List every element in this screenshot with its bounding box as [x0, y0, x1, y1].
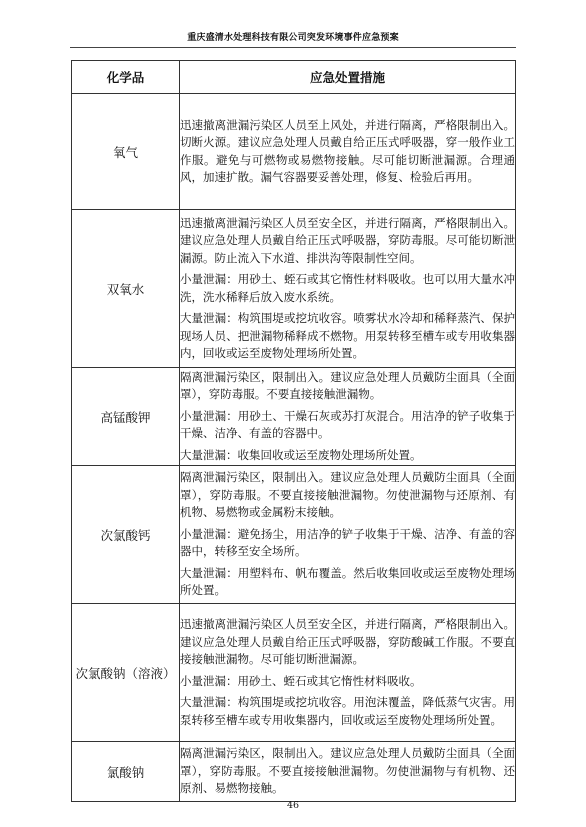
measures-cell — [180, 742, 516, 802]
measures-cell — [180, 368, 516, 466]
page-header: 重庆盛清水处理科技有限公司突发环境事件应急预案 — [187, 33, 399, 43]
measure-paragraph: 隔离泄漏污染区，限制出入。建议应急处理人员戴防尘面具（全面罩），穿防毒服。不要直接接触泄漏物。勿使泄漏物与有机物、还原剂、易燃物接触。 — [180, 746, 515, 796]
measure-paragraph: 隔离泄漏污染区，限制出入。建议应急处理人员戴防尘面具（全面罩），穿防毒服。不要直接接触泄漏物。 — [180, 369, 515, 402]
measures-cell — [180, 210, 516, 368]
measures-cell — [180, 94, 516, 210]
measure-paragraph: 小量泄漏：用砂土、干燥石灰或苏打灰混合。用洁净的铲子收集于干燥、洁净、有盖的容器中。 — [180, 408, 515, 441]
chemical-name: 高锰酸钾 — [72, 368, 180, 466]
chemical-name: 双氧水 — [72, 210, 180, 368]
measures-cell — [180, 604, 516, 742]
measure-paragraph: 小量泄漏：用砂土、蛭石或其它惰性材料吸收。 — [180, 673, 422, 688]
measures-cell — [180, 466, 516, 604]
measure-paragraph: 小量泄漏：避免扬尘，用洁净的铲子收集于干燥、洁净、有盖的容器中，转移至安全场所。 — [180, 526, 515, 559]
table-row — [72, 742, 516, 802]
measure-paragraph: 大量泄漏：构筑围堤或挖坑收容。用泡沫覆盖，降低蒸气灾害。用泵转移至槽车或专用收集器内，回收或运至废物处理场所处置。 — [180, 695, 515, 727]
measure-paragraph: 迅速撤离泄漏污染区人员至安全区，并进行隔离，严格限制出入。建议应急处理人员戴自给正压式呼吸器，穿防酸碱工作服。不要直接接触泄漏物。尽可能切断泄漏源。 — [180, 617, 515, 666]
table-row — [72, 368, 516, 466]
column-header-measures: 应急处置措施 — [180, 61, 516, 94]
header-divider — [70, 47, 516, 48]
measure-paragraph: 大量泄漏：收集回收或运至废物处理场所处置。 — [180, 447, 422, 462]
table-row — [72, 604, 516, 742]
table-header-row — [72, 61, 516, 94]
chemical-name: 氯酸钠 — [72, 742, 180, 802]
page-number: 46 — [286, 800, 300, 811]
column-header-chemical: 化学品 — [72, 61, 180, 94]
chemical-name: 次氯酸钠（溶液） — [72, 604, 180, 742]
table-row — [72, 94, 516, 210]
table-row — [72, 466, 516, 604]
measure-paragraph: 迅速撤离泄漏污染区人员至安全区，并进行隔离，严格限制出入。建议应急处理人员戴自给正压式呼吸器，穿防毒服。尽可能切断泄漏源。防止流入下水道、排洪沟等限制性空间。 — [180, 215, 515, 265]
measure-paragraph: 大量泄漏：构筑围堤或挖坑收容。喷雾状水冷却和稀释蒸汽、保护现场人员、把泄漏物稀释成不燃物。用泵转移至槽车或专用收集器内，回收或运至废物处理场所处置。 — [180, 311, 515, 360]
table-row — [72, 210, 516, 368]
chemical-name: 氧气 — [72, 94, 180, 210]
chemical-name: 次氯酸钙 — [72, 466, 180, 604]
measure-paragraph: 大量泄漏：用塑料布、帆布覆盖。然后收集回收或运至废物处理场所处置。 — [180, 565, 515, 598]
measure-paragraph: 小量泄漏：用砂土、蛭石或其它惰性材料吸收。也可以用大量水冲洗，洗水稀释后放入废水系统。 — [180, 272, 515, 304]
measure-paragraph: 隔离泄漏污染区，限制出入。建议应急处理人员戴防尘面具（全面罩），穿防毒服。不要直接接触泄漏物。勿使泄漏物与还原剂、有机物、易燃物或金属粉末接触。 — [180, 470, 515, 520]
emergency-measures-table — [71, 60, 516, 802]
measure-paragraph: 迅速撤离泄漏污染区人员至上风处，并进行隔离，严格限制出入。切断火源。建议应急处理人员戴自给正压式呼吸器，穿一般作业工作服。避免与可燃物或易燃物接触。尽可能切断泄漏源。合理通风，加速扩散。漏气容器要妥善处理，修复、检验后再用。 — [180, 117, 515, 184]
